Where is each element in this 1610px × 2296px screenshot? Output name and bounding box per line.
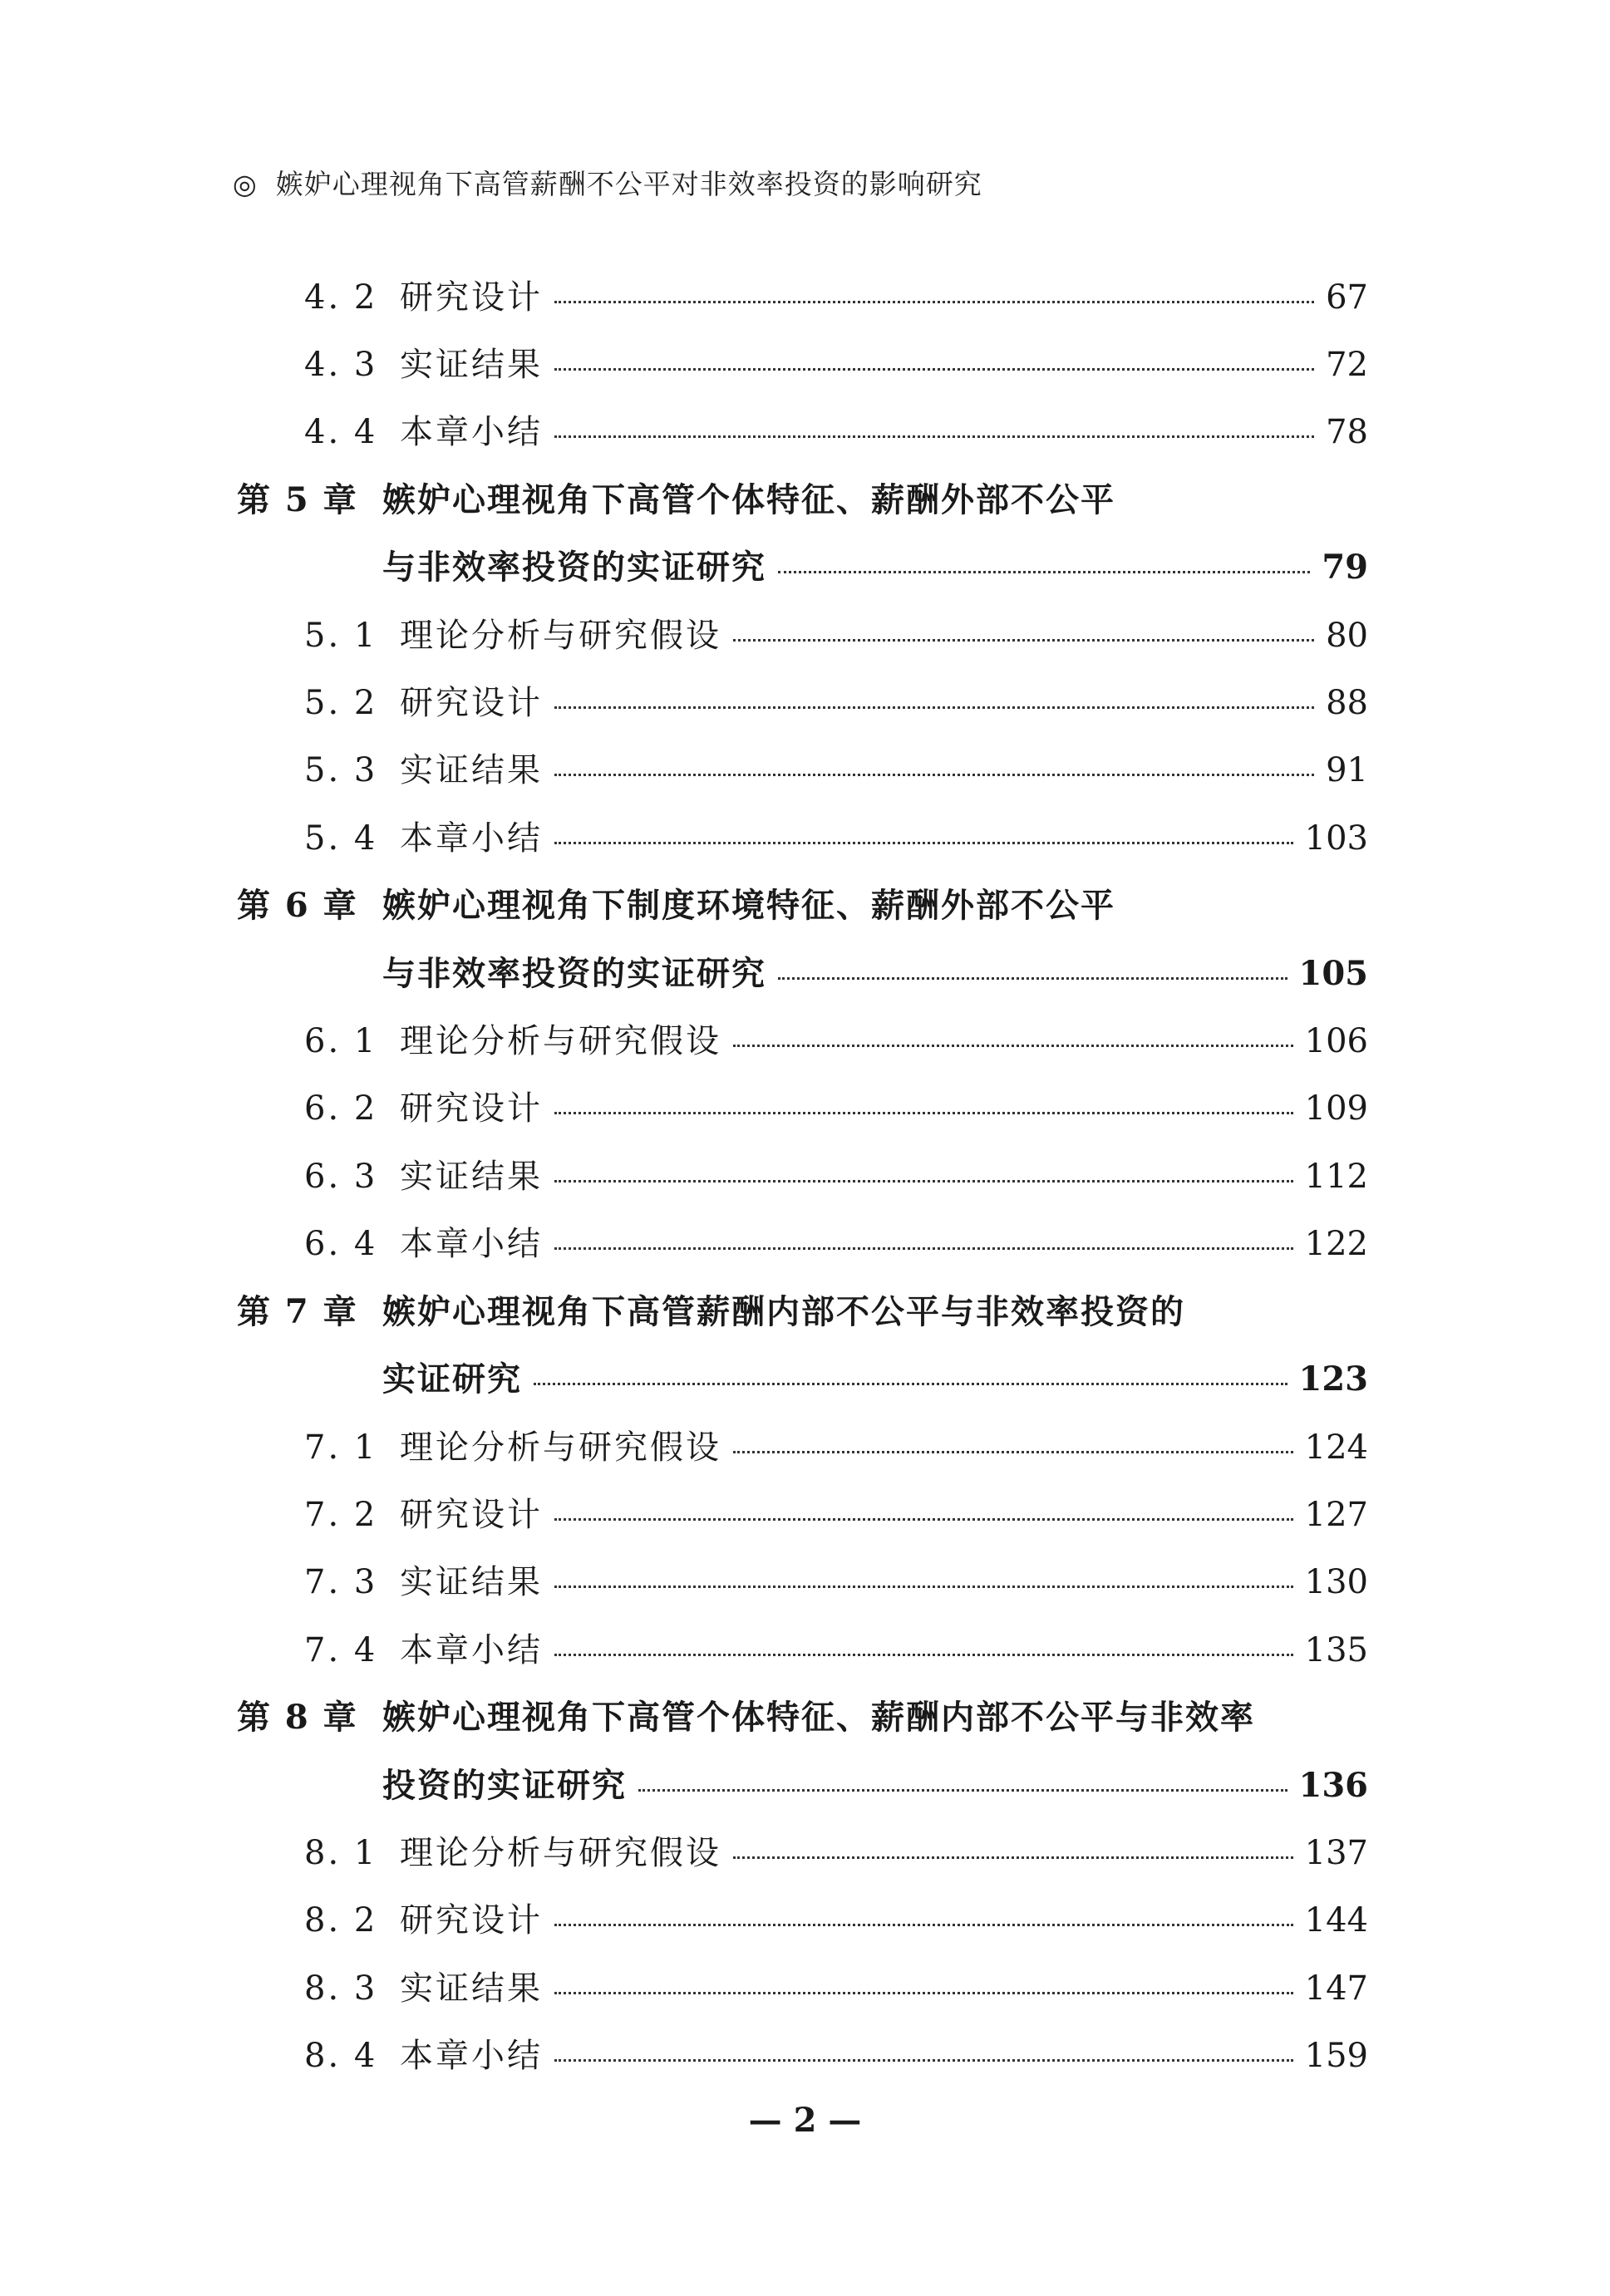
page-number: 105 xyxy=(1298,954,1368,993)
page-number: 78 xyxy=(1326,413,1368,451)
page-number: 147 xyxy=(1304,1969,1368,2008)
section-title: 实证结果 xyxy=(400,346,543,384)
page-number: 88 xyxy=(1326,684,1368,722)
page-number: 159 xyxy=(1304,2037,1368,2075)
chapter-title-cont: 投资的实证研究 xyxy=(382,1767,627,1805)
section-title: 理论分析与研究假设 xyxy=(400,1428,721,1467)
chapter-title-cont: 与非效率投资的实证研究 xyxy=(382,548,766,587)
section-number: 8. 3 xyxy=(304,1969,378,2008)
section-number: 7. 2 xyxy=(304,1496,378,1534)
dot-leader xyxy=(733,1451,1293,1453)
page-number: 127 xyxy=(1304,1496,1368,1534)
dot-leader xyxy=(778,977,1288,980)
toc-chapter-5-cont[interactable] xyxy=(382,541,1368,588)
page-number: 122 xyxy=(1304,1225,1368,1263)
toc-chapter-7[interactable] xyxy=(237,1286,1368,1333)
chapter-number: 第 5 章 xyxy=(237,480,358,519)
page-number: 112 xyxy=(1304,1158,1368,1196)
section-number: 8. 4 xyxy=(304,2037,378,2075)
section-number: 6. 4 xyxy=(304,1225,378,1263)
section-number: 6. 3 xyxy=(304,1158,378,1196)
toc-chapter-7-cont[interactable] xyxy=(382,1353,1368,1400)
dot-leader xyxy=(534,1383,1288,1385)
chapter-title-cont: 与非效率投资的实证研究 xyxy=(382,955,766,993)
section-number: 5. 4 xyxy=(304,819,378,858)
section-number: 4. 3 xyxy=(304,346,378,384)
section-title: 实证结果 xyxy=(400,1563,543,1601)
page-number: 137 xyxy=(1304,1834,1368,1872)
toc-chapter-8[interactable] xyxy=(237,1691,1368,1738)
dot-leader xyxy=(554,1654,1293,1656)
section-title: 本章小结 xyxy=(400,413,543,451)
dot-leader xyxy=(638,1789,1288,1792)
section-title: 本章小结 xyxy=(400,819,543,858)
dot-leader xyxy=(554,706,1314,709)
chapter-title: 嫉妒心理视角下高管个体特征、薪酬外部不公平 xyxy=(382,481,1115,519)
toc-section-5-1[interactable] xyxy=(304,609,1368,656)
section-title: 理论分析与研究假设 xyxy=(400,1834,721,1872)
running-header xyxy=(233,163,982,202)
section-number: 5. 1 xyxy=(304,617,378,655)
toc-section-7-2[interactable] xyxy=(304,1488,1368,1536)
section-title: 研究设计 xyxy=(400,278,543,317)
section-title: 研究设计 xyxy=(400,1496,543,1534)
section-number: 4. 2 xyxy=(304,278,378,317)
dot-leader xyxy=(778,571,1310,573)
page-number: 124 xyxy=(1304,1428,1368,1467)
page-number: 72 xyxy=(1326,346,1368,384)
circle-mark-icon: ◎ xyxy=(233,168,258,200)
toc-section-4-3[interactable] xyxy=(304,338,1368,386)
toc-chapter-8-cont[interactable] xyxy=(382,1759,1368,1807)
page-number: 130 xyxy=(1304,1563,1368,1601)
dot-leader xyxy=(554,1180,1293,1182)
toc-section-4-2[interactable] xyxy=(304,271,1368,318)
section-number: 6. 1 xyxy=(304,1022,378,1060)
page-number: 136 xyxy=(1298,1766,1368,1805)
section-title: 研究设计 xyxy=(400,1089,543,1128)
dot-leader xyxy=(554,1112,1293,1114)
dot-leader xyxy=(554,1247,1293,1250)
toc-section-8-4[interactable] xyxy=(304,2029,1368,2077)
dot-leader xyxy=(554,1518,1293,1521)
book-title: 嫉妒心理视角下高管薪酬不公平对非效率投资的影响研究 xyxy=(275,168,982,200)
dot-leader xyxy=(733,1045,1293,1047)
dot-leader xyxy=(554,1924,1293,1926)
toc-section-5-3[interactable] xyxy=(304,744,1368,791)
section-number: 5. 3 xyxy=(304,751,378,789)
dot-leader xyxy=(554,1586,1293,1588)
toc-section-6-2[interactable] xyxy=(304,1082,1368,1129)
section-number: 8. 1 xyxy=(304,1834,378,1872)
toc-section-7-1[interactable] xyxy=(304,1421,1368,1468)
page-number: 67 xyxy=(1326,278,1368,317)
section-title: 研究设计 xyxy=(400,1901,543,1940)
section-number: 8. 2 xyxy=(304,1901,378,1940)
section-number: 4. 4 xyxy=(304,413,378,451)
chapter-title: 嫉妒心理视角下高管薪酬内部不公平与非效率投资的 xyxy=(382,1293,1185,1331)
page-number: 106 xyxy=(1304,1022,1368,1060)
page-number: 109 xyxy=(1304,1089,1368,1128)
toc-section-7-3[interactable] xyxy=(304,1556,1368,1603)
toc-section-8-1[interactable] xyxy=(304,1826,1368,1874)
toc-section-8-3[interactable] xyxy=(304,1962,1368,2009)
page-number: 123 xyxy=(1298,1359,1368,1399)
dot-leader xyxy=(733,1856,1293,1859)
section-number: 5. 2 xyxy=(304,684,378,722)
section-number: 7. 3 xyxy=(304,1563,378,1601)
section-number: 7. 1 xyxy=(304,1428,378,1467)
section-title: 实证结果 xyxy=(400,1158,543,1196)
toc-chapter-6-cont[interactable] xyxy=(382,947,1368,995)
section-number: 6. 2 xyxy=(304,1089,378,1128)
toc-section-7-4[interactable] xyxy=(304,1624,1368,1671)
page-number: 80 xyxy=(1326,617,1368,655)
chapter-title: 嫉妒心理视角下制度环境特征、薪酬外部不公平 xyxy=(382,887,1115,925)
chapter-number: 第 8 章 xyxy=(237,1698,358,1737)
section-title: 实证结果 xyxy=(400,751,543,789)
section-title: 本章小结 xyxy=(400,2037,543,2075)
section-title: 实证结果 xyxy=(400,1969,543,2008)
page-number: 135 xyxy=(1304,1631,1368,1669)
page-number: 103 xyxy=(1304,819,1368,858)
toc-section-8-2[interactable] xyxy=(304,1894,1368,1941)
chapter-number: 第 7 章 xyxy=(237,1292,358,1331)
dot-leader xyxy=(554,435,1314,438)
section-title: 理论分析与研究假设 xyxy=(400,617,721,655)
page-number: 79 xyxy=(1322,548,1368,587)
dot-leader xyxy=(554,368,1314,371)
section-title: 理论分析与研究假设 xyxy=(400,1022,721,1060)
chapter-number: 第 6 章 xyxy=(237,886,358,925)
section-title: 本章小结 xyxy=(400,1225,543,1263)
toc-section-6-4[interactable] xyxy=(304,1217,1368,1265)
page-number: 91 xyxy=(1326,751,1368,789)
dot-leader xyxy=(554,842,1293,844)
chapter-title: 嫉妒心理视角下高管个体特征、薪酬内部不公平与非效率 xyxy=(382,1699,1255,1737)
chapter-title-cont: 实证研究 xyxy=(382,1360,522,1399)
dot-leader xyxy=(554,2059,1293,2062)
toc-section-6-3[interactable] xyxy=(304,1150,1368,1197)
dot-leader xyxy=(554,1992,1293,1994)
toc-section-5-4[interactable] xyxy=(304,812,1368,859)
toc-section-4-4[interactable] xyxy=(304,406,1368,453)
page-number: 144 xyxy=(1304,1901,1368,1940)
section-title: 本章小结 xyxy=(400,1631,543,1669)
page-footer: — 2 — xyxy=(748,2101,862,2140)
toc-chapter-6[interactable] xyxy=(237,879,1368,927)
toc-section-6-1[interactable] xyxy=(304,1015,1368,1062)
dot-leader xyxy=(733,639,1314,642)
toc-chapter-5[interactable] xyxy=(237,474,1368,521)
section-number: 7. 4 xyxy=(304,1631,378,1669)
dot-leader xyxy=(554,301,1314,303)
dot-leader xyxy=(554,774,1314,776)
toc-section-5-2[interactable] xyxy=(304,676,1368,724)
section-title: 研究设计 xyxy=(400,684,543,722)
